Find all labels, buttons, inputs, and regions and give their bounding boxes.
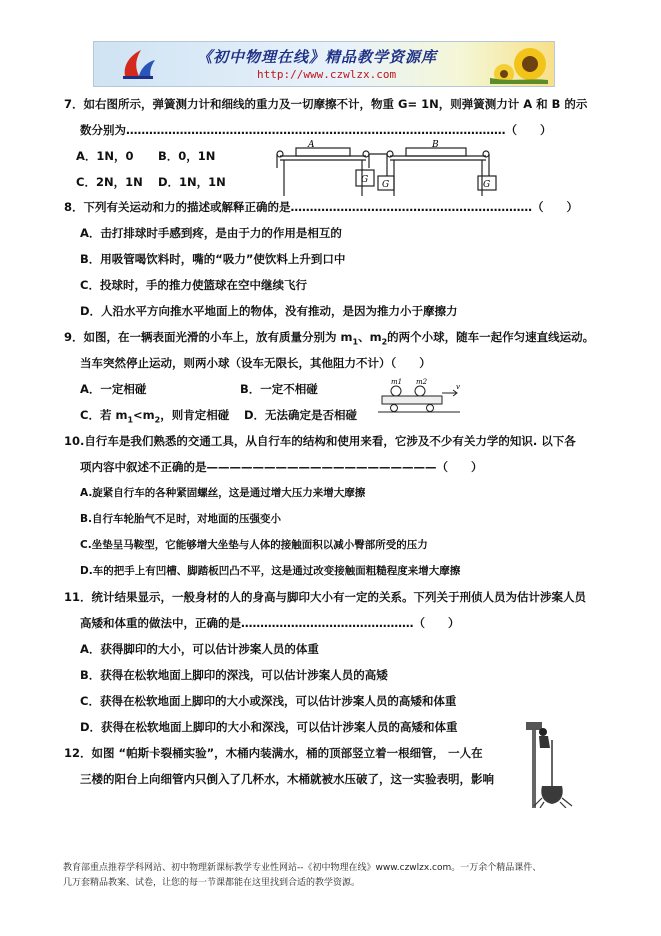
q11-option-b[interactable]: B．获得在松软地面上脚印的深浅，可以估计涉案人员的高矮 bbox=[80, 668, 388, 682]
q7-weight-label-2: G bbox=[382, 180, 390, 190]
q9-stem-mid: 、m bbox=[358, 330, 382, 344]
q7-label-a: A bbox=[308, 140, 315, 150]
q8-option-a[interactable]: A．击打排球时手感到疼，是由于力的作用是相互的 bbox=[80, 226, 342, 240]
q9-option-c[interactable] bbox=[80, 407, 229, 428]
q11-option-c[interactable]: C．获得在松软地面上脚印的大小或深浅，可以估计涉案人员的高矮和体重 bbox=[80, 694, 457, 708]
q7-stem-line2: 数分别为………………………………………………………………………………………（ ） bbox=[80, 123, 552, 137]
q10-option-b[interactable]: B.自行车轮胎气不足时，对地面的压强变小 bbox=[80, 513, 281, 525]
q9-option-c-sub1: 1 bbox=[127, 415, 134, 425]
q7-option-a[interactable]: A．1N，0 bbox=[76, 149, 134, 163]
q7-option-d[interactable]: D．1N，1N bbox=[158, 175, 226, 189]
site-logo-icon bbox=[119, 46, 157, 82]
q7-stem-line1: 7．如右图所示，弹簧测力计和细线的重力及一切摩擦不计，物重 G= 1N，则弹簧测力计 A 和 B 的示 bbox=[64, 97, 588, 111]
q8-stem: 8．下列有关运动和力的描述或解释正确的是………………………………………………………（ ） bbox=[64, 200, 578, 214]
q9-option-c-post: ，则肯定相碰 bbox=[160, 408, 230, 422]
q9-fig-m2: m2 bbox=[416, 378, 428, 386]
q9-option-d[interactable]: D．无法确定是否相碰 bbox=[244, 408, 358, 422]
q7-weight-label-1: G bbox=[361, 175, 369, 185]
q9-cart-figure bbox=[376, 374, 462, 418]
q9-option-c-mid: <m bbox=[133, 408, 155, 422]
q11-stem-line2: 高矮和体重的做法中，正确的是………………………………………（ ） bbox=[80, 616, 460, 630]
footer-line2: 几万套精品教案、试卷，让您的每一节课都能在这里找到合适的教学资源。 bbox=[63, 878, 361, 888]
q7-option-c[interactable]: C．2N，1N bbox=[76, 175, 143, 189]
q9-stem-line2: 当车突然停止运动，则两小球（设车无限长，其他阻力不计）（ ） bbox=[80, 356, 431, 370]
q9-fig-m1: m1 bbox=[391, 378, 403, 386]
banner-url[interactable]: http://www.czwlzx.com bbox=[257, 68, 397, 81]
q7-label-b: B bbox=[432, 140, 439, 150]
q8-option-d[interactable]: D．人沿水平方向推水平地面上的物体，没有推动，是因为推力小于摩擦力 bbox=[80, 304, 458, 318]
q10-option-c[interactable]: C.坐垫呈马鞍型，它能够增大坐垫与人体的接触面积以减小臀部所受的压力 bbox=[80, 539, 428, 551]
q9-stem-pre: 9．如图，在一辆表面光滑的小车上，放有质量分别为 m bbox=[64, 330, 353, 344]
q11-option-d[interactable]: D．获得在松软地面上脚印的大小和深浅，可以估计涉案人员的高矮和体重 bbox=[80, 720, 458, 734]
q9-stem-post: 的两个小球，随车一起作匀速直线运动。 bbox=[387, 330, 595, 344]
q12-stem-line1: 12．如图 “帕斯卡裂桶实验”，木桶内装满水，桶的顶部竖立着一根细管， 一人在 bbox=[64, 746, 483, 760]
q10-option-a[interactable]: A.旋紧自行车的各种紧固螺丝，这是通过增大压力来增大摩擦 bbox=[80, 487, 366, 499]
q10-option-d[interactable]: D.车的把手上有凹槽、脚踏板凹凸不平，这是通过改变接触面粗糙程度来增大摩擦 bbox=[80, 565, 461, 577]
q7-spring-scale-figure bbox=[272, 140, 502, 200]
q7-option-b[interactable]: B．0，1N bbox=[158, 149, 216, 163]
footer-line1: 教育部重点推荐学科网站、初中物理新课标教学专业性网站--《初中物理在线》www.czwlzx.com。一万余个精品课件、 bbox=[63, 863, 542, 873]
q9-sub-2: 2 bbox=[381, 337, 388, 347]
q11-stem-line1: 11．统计结果显示，一般身材的人的身高与脚印大小有一定的关系。下列关于刑侦人员为估计涉案人员 bbox=[64, 590, 586, 604]
q9-option-a[interactable]: A．一定相碰 bbox=[80, 382, 147, 396]
q7-weight-label-3: G bbox=[483, 180, 491, 190]
q11-option-a[interactable]: A．获得脚印的大小，可以估计涉案人员的体重 bbox=[80, 642, 319, 656]
banner-title: 《初中物理在线》精品教学资源库 bbox=[197, 48, 438, 66]
q9-sub-1: 1 bbox=[352, 337, 359, 347]
q9-fig-v: v bbox=[456, 383, 460, 391]
q12-stem-line2: 三楼的阳台上向细管内只倒入了几杯水，木桶就被水压破了，这一实验表明，影响 bbox=[80, 772, 494, 786]
q8-option-c[interactable]: C．投球时，手的推力使篮球在空中继续飞行 bbox=[80, 278, 307, 292]
sunflower-icon bbox=[490, 44, 548, 84]
q9-option-b[interactable]: B．一定不相碰 bbox=[240, 382, 318, 396]
q8-option-b[interactable]: B．用吸管喝饮料时，嘴的“吸力”使饮料上升到口中 bbox=[80, 252, 346, 266]
q9-option-c-pre: C．若 m bbox=[80, 408, 128, 422]
q9-stem-line1 bbox=[64, 329, 594, 350]
q9-option-c-sub2: 2 bbox=[154, 415, 161, 425]
q10-stem-line1: 10.自行车是我们熟悉的交通工具，从自行车的结构和使用来看，它涉及不少有关力学的知识. 以下各 bbox=[64, 434, 576, 448]
q10-stem-line2: 项内容中叙述不正确的是————————————————————（ ） bbox=[80, 460, 483, 474]
header-banner bbox=[93, 41, 555, 87]
q12-pascal-barrel-figure bbox=[520, 720, 576, 808]
